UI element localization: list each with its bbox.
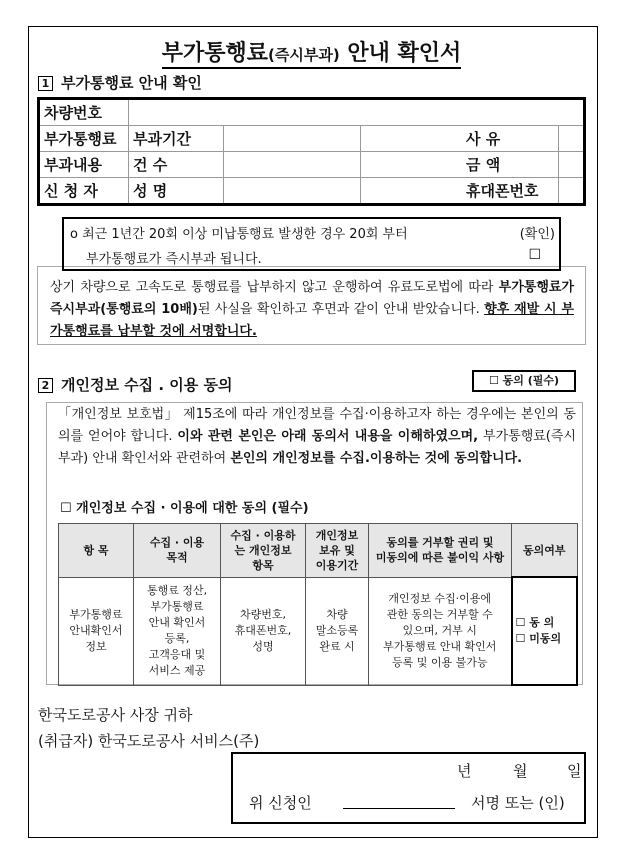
th-refusal: 동의를 거부할 권리 및 미동의에 따른 불이익 사항 bbox=[369, 524, 512, 578]
date-day: 일 bbox=[567, 762, 582, 780]
applicant-label: 위 신청인 bbox=[249, 794, 312, 812]
handler: (취급자) 한국도로공사 서비스(주) bbox=[38, 732, 260, 750]
th-retention: 개인정보 보유 및 이용기간 bbox=[306, 524, 369, 578]
cell-purpose: 통행료 정산, 부가통행료 안내 확인서 등록, 고객응대 및 서비스 제공 bbox=[134, 577, 221, 685]
cell-fields: 차량번호, 휴대폰번호, 성명 bbox=[221, 577, 306, 685]
section1-paragraph: 상기 차량으로 고속도로 통행료를 납부하지 않고 운행하여 유료도로법에 따라 부가통행료가 즉시부과(통행료의 10배)된 사실을 확인하고 후면과 같이 안내 받았습니다. 향후 재발 시 부가통행료를 납부할 것에 서명합니다. bbox=[50, 280, 574, 339]
page-title: 부가통행료(즉시부과) 안내 확인서 bbox=[0, 36, 623, 67]
notice-box bbox=[62, 217, 561, 271]
cell-item: 부가통행료 안내확인서 정보 bbox=[59, 577, 134, 685]
count-label: 건 수 bbox=[129, 152, 224, 178]
th-consent: 동의여부 bbox=[512, 524, 578, 578]
notice-line2: 부가통행료가 즉시부과 됩니다. bbox=[86, 252, 262, 267]
section2-number: 2 bbox=[38, 378, 53, 393]
consent-required-checkbox[interactable]: ☐ 동의 (필수) bbox=[472, 370, 576, 392]
signature-label: 서명 또는 (인) bbox=[471, 794, 565, 812]
privacy-consent-table bbox=[58, 523, 578, 686]
r3-spacer bbox=[361, 152, 462, 178]
signature-box bbox=[231, 752, 586, 824]
phone-field[interactable] bbox=[559, 178, 585, 205]
r4-spacer bbox=[361, 178, 462, 205]
name-field[interactable] bbox=[224, 178, 361, 205]
th-purpose: 수집 · 이용 목적 bbox=[134, 524, 221, 578]
notice-confirm: (확인) bbox=[519, 227, 555, 242]
section1-number: 1 bbox=[38, 76, 53, 91]
applicant-name-line[interactable] bbox=[343, 808, 455, 809]
phone-label: 휴대폰번호 bbox=[462, 178, 559, 205]
name-label: 성 명 bbox=[129, 178, 224, 205]
surcharge-label: 부가통행료 bbox=[39, 126, 129, 152]
notice-line1: o 최근 1년간 20회 이상 미납통행료 발생한 경우 20회 부터 bbox=[70, 227, 408, 242]
applicant-label: 신 청 자 bbox=[39, 178, 129, 205]
amount-label: 금 액 bbox=[462, 152, 559, 178]
cell-retention: 차량 말소등록 완료 시 bbox=[306, 577, 369, 685]
charge-detail-label: 부과내용 bbox=[39, 152, 129, 178]
date-year: 년 bbox=[457, 762, 472, 780]
section1-heading: 1 부가통행료 안내 확인 bbox=[38, 72, 202, 93]
count-field[interactable] bbox=[224, 152, 361, 178]
date-month: 월 bbox=[513, 762, 528, 780]
period-label: 부과기간 bbox=[129, 126, 224, 152]
th-fields: 수집 · 이용하 는 개인정보 항목 bbox=[221, 524, 306, 578]
cell-refusal: 개인정보 수집·이용에 관한 동의는 거부할 수 있으며, 거부 시 부가통행료 안내 확인서 등록 및 이용 불가능 bbox=[369, 577, 512, 685]
section2-paragraph: 「개인정보 보호법」 제15조에 따라 개인정보를 수집·이용하고자 하는 경우에는 본인의 동의를 얻어야 합니다. 이와 관련 본인은 아래 동의서 내용을 이해하였으며, 부가통행료(즉시부과) 안내 확인서와 관련하여 본인의 개인정보를 수집.이용하는 것에 동의합니다. bbox=[58, 407, 576, 466]
notice-checkbox[interactable]: ☐ bbox=[528, 247, 541, 263]
cell-consent-choice[interactable]: ☐ 동 의 ☐ 미동의 bbox=[512, 577, 578, 685]
section2-heading: 2 개인정보 수집 . 이용 동의 bbox=[38, 374, 233, 395]
vehicle-number-label: 차량번호 bbox=[39, 99, 129, 126]
consent-subheading: ☐ 개인정보 수집 · 이용에 대한 동의 (필수) bbox=[60, 501, 309, 516]
vehicle-number-field[interactable] bbox=[129, 99, 585, 126]
reason-label: 사 유 bbox=[462, 126, 559, 152]
th-item: 항 목 bbox=[59, 524, 134, 578]
addressee: 한국도로공사 사장 귀하 bbox=[38, 706, 193, 724]
vehicle-info-table bbox=[37, 97, 586, 206]
period-field[interactable] bbox=[224, 126, 361, 152]
reason-field[interactable] bbox=[559, 126, 585, 152]
amount-field[interactable] bbox=[559, 152, 585, 178]
r2-spacer bbox=[361, 126, 462, 152]
